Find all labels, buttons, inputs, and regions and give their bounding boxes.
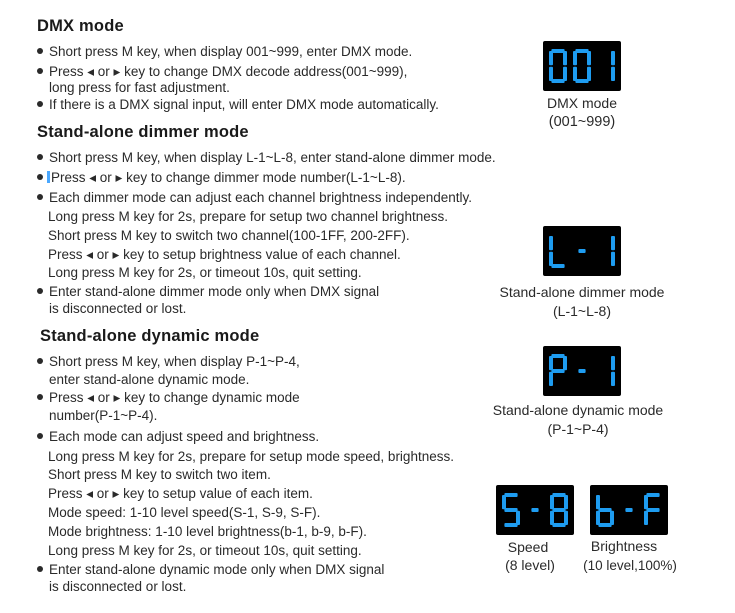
dynamic-line-12: Enter stand-alone dynamic mode only when DMX signal	[37, 561, 384, 578]
dynamic-line-1: Short press M key, when display P-1~P-4,	[37, 353, 300, 370]
dimmer-line-2: Press ◂ or ▸ key to change dimmer mode number(L-1~L-8).	[37, 169, 406, 186]
dynamic-line-10: Mode brightness: 1-10 level brightness(b-1, b-9, b-F).	[48, 524, 367, 539]
dynamic-caption-range: (P-1~P-4)	[547, 421, 609, 437]
dynamic-caption: Stand-alone dynamic mode	[492, 402, 664, 418]
bullet-icon	[37, 358, 43, 364]
dynamic-line-8: Press ◂ or ▸ key to setup value of each item.	[48, 486, 313, 501]
dmx-display-001	[543, 41, 621, 91]
bullet-icon	[37, 48, 43, 54]
brightness-display-bf	[590, 485, 668, 535]
bullet-icon	[37, 433, 43, 439]
seven-segment-digits	[543, 226, 621, 276]
dimmer-line-6: Press ◂ or ▸ key to setup brightness value of each channel.	[48, 247, 401, 262]
dimmer-caption-range: (L-1~L-8)	[553, 303, 611, 319]
bullet-icon	[37, 68, 43, 74]
speed-caption: Speed	[507, 539, 549, 555]
brightness-caption: Brightness	[590, 538, 658, 554]
bullet-icon	[37, 288, 43, 294]
dynamic-line-4: number(P-1~P-4).	[49, 408, 158, 423]
bullet-icon	[37, 174, 43, 180]
bullet-icon	[37, 154, 43, 160]
bullet-icon	[37, 394, 43, 400]
dmx-line-1: Short press M key, when display 001~999, enter DMX mode.	[37, 43, 412, 60]
dimmer-line-7: Long press M key for 2s, or timeout 10s, quit setting.	[48, 265, 362, 280]
dynamic-line-3: Press ◂ or ▸ key to change dynamic mode	[37, 389, 300, 406]
bullet-icon	[37, 101, 43, 107]
dimmer-line-3: Each dimmer mode can adjust each channel brightness independently.	[37, 189, 472, 206]
speed-display-s8	[496, 485, 574, 535]
seven-segment-digits	[543, 346, 621, 396]
dimmer-line-1: Short press M key, when display L-1~L-8, enter stand-alone dimmer mode.	[37, 149, 496, 166]
dmx-line-4: If there is a DMX signal input, will enter DMX mode automatically.	[37, 96, 439, 113]
brightness-caption-level: (10 level,100%)	[583, 558, 677, 573]
dmx-line-2: Press ◂ or ▸ key to change DMX decode address(001~999),	[37, 63, 407, 80]
dmx-line-3: long press for fast adjustment.	[49, 80, 230, 95]
dynamic-line-13: is disconnected or lost.	[49, 579, 187, 594]
text-cursor	[47, 171, 50, 183]
seven-segment-digits	[543, 41, 621, 91]
seven-segment-digits	[496, 485, 574, 535]
dynamic-display-p1	[543, 346, 621, 396]
speed-caption-level: (8 level)	[505, 557, 555, 573]
dynamic-line-11: Long press M key for 2s, or timeout 10s, quit setting.	[48, 543, 362, 558]
dynamic-line-2: enter stand-alone dynamic mode.	[49, 372, 250, 387]
dynamic-line-9: Mode speed: 1-10 level speed(S-1, S-9, S-F).	[48, 505, 321, 520]
dmx-mode-title: DMX mode	[37, 17, 124, 35]
dimmer-display-l1	[543, 226, 621, 276]
seven-segment-digits	[590, 485, 668, 535]
dimmer-mode-title: Stand-alone dimmer mode	[37, 123, 249, 141]
dynamic-mode-title: Stand-alone dynamic mode	[40, 327, 260, 345]
dimmer-line-4: Long press M key for 2s, prepare for setup two channel brightness.	[48, 209, 448, 224]
dynamic-line-5: Each mode can adjust speed and brightness.	[37, 428, 319, 445]
dimmer-line-8: Enter stand-alone dimmer mode only when DMX signal	[37, 283, 379, 300]
dynamic-line-7: Short press M key to switch two item.	[48, 467, 271, 482]
dimmer-line-5: Short press M key to switch two channel(100-1FF, 200-2FF).	[48, 228, 410, 243]
dimmer-line-9: is disconnected or lost.	[49, 301, 187, 316]
dynamic-line-6: Long press M key for 2s, prepare for setup mode speed, brightness.	[48, 449, 454, 464]
dmx-caption-range: (001~999)	[548, 114, 616, 130]
dimmer-caption: Stand-alone dimmer mode	[499, 284, 665, 300]
bullet-icon	[37, 566, 43, 572]
bullet-icon	[37, 194, 43, 200]
dmx-caption: DMX mode	[546, 95, 618, 111]
